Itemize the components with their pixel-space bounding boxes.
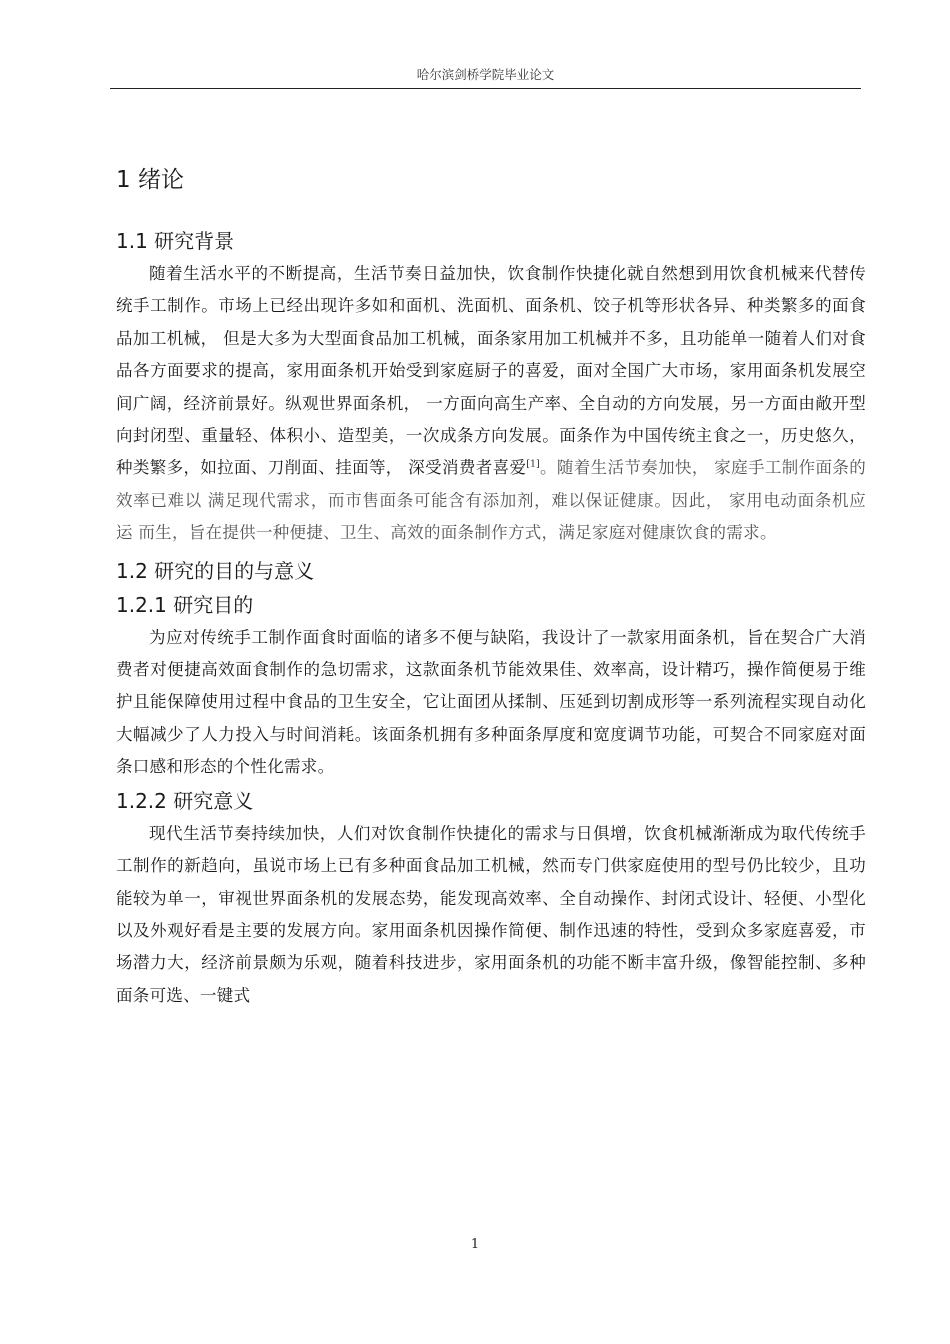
running-header: 哈尔滨剑桥学院毕业论文 (416, 67, 555, 82)
subsection-title-significance: 1.2.2 研究意义 (116, 788, 254, 813)
citation-marker: [1] (526, 459, 540, 470)
section-title-purpose-significance: 1.2 研究的目的与意义 (116, 558, 315, 583)
paragraph-background-part-a: 随着生活水平的不断提高，生活节奏日益加快，饮食制作快捷化就自然想到用饮食机械来代替传统手工制作。市场上已经出现许多如和面机、洗面机、面条机、饺子机等形状各异、种类繁多的面食品加工机械， 但是大多为大型面食品加工机械，面条家用加工机械并不多，且功能单一随着人们对食品各方面要求的提高，家用面条机开始受到家庭厨子的喜爱，面对全国广大市场，家用面条机发展空间广阔，经济前景好。纵观世界面条机， 一方面向高生产率、全自动的方向发展，另一方面由敞开型向封闭型、重量轻、体积小、造型美，一次成条方向发展。面条作为中国传统主食之一，历史悠久，种类繁多，如拉面、刀削面、挂面等， 深受消费者喜爱 (116, 264, 866, 478)
paragraph-significance: 现代生活节奏持续加快，人们对饮食制作快捷化的需求与日俱增，饮食机械渐渐成为取代传统手工制作的新趋向，虽说市场上已有多种面食品加工机械，然而专门供家庭使用的型号仍比较少，且功能较为单一，审视世界面条机的发展态势，能发现高效率、全自动操作、封闭式设计、轻便、小型化以及外观好看是主要的发展方向。家用面条机因操作简便、制作迅速的特性，受到众多家庭喜爱，市场潜力大，经济前景颇为乐观，随着科技进步，家用面条机的功能不断丰富升级，像智能控制、多种面条可选、一键式 (116, 823, 866, 1005)
subsection-title-purpose: 1.2.1 研究目的 (116, 592, 254, 617)
chapter-title: 1 绪论 (116, 167, 184, 193)
page-number: 1 (470, 1237, 480, 1252)
page-body (116, 160, 866, 1012)
header-rule (110, 88, 861, 89)
paragraph-background-part-b: 。随着生活节奏加快， 家庭手工制作面条的效率已难以 满足现代需求，而市售面条可能含有添加剂，难以保证健康。因此， 家用电动面条机应运 而生，旨在提供一种便捷、卫生、高效的面条制作方式，满足家庭对健康饮食的需求。 (116, 458, 866, 543)
paragraph-background (116, 258, 866, 550)
section-title-background: 1.1 研究背景 (116, 229, 235, 253)
paragraph-purpose: 为应对传统手工制作面食时面临的诸多不便与缺陷，我设计了一款家用面条机，旨在契合广大消费者对便捷高效面食制作的急切需求，这款面条机节能效果佳、效率高，设计精巧，操作简便易于维护且能保障使用过程中食品的卫生安全，它让面团从揉制、压延到切割成形等一系列流程实现自动化大幅减少了人力投入与时间消耗。该面条机拥有多种面条厚度和宽度调节功能，可契合不同家庭对面条口感和形态的个性化需求。 (116, 627, 866, 777)
